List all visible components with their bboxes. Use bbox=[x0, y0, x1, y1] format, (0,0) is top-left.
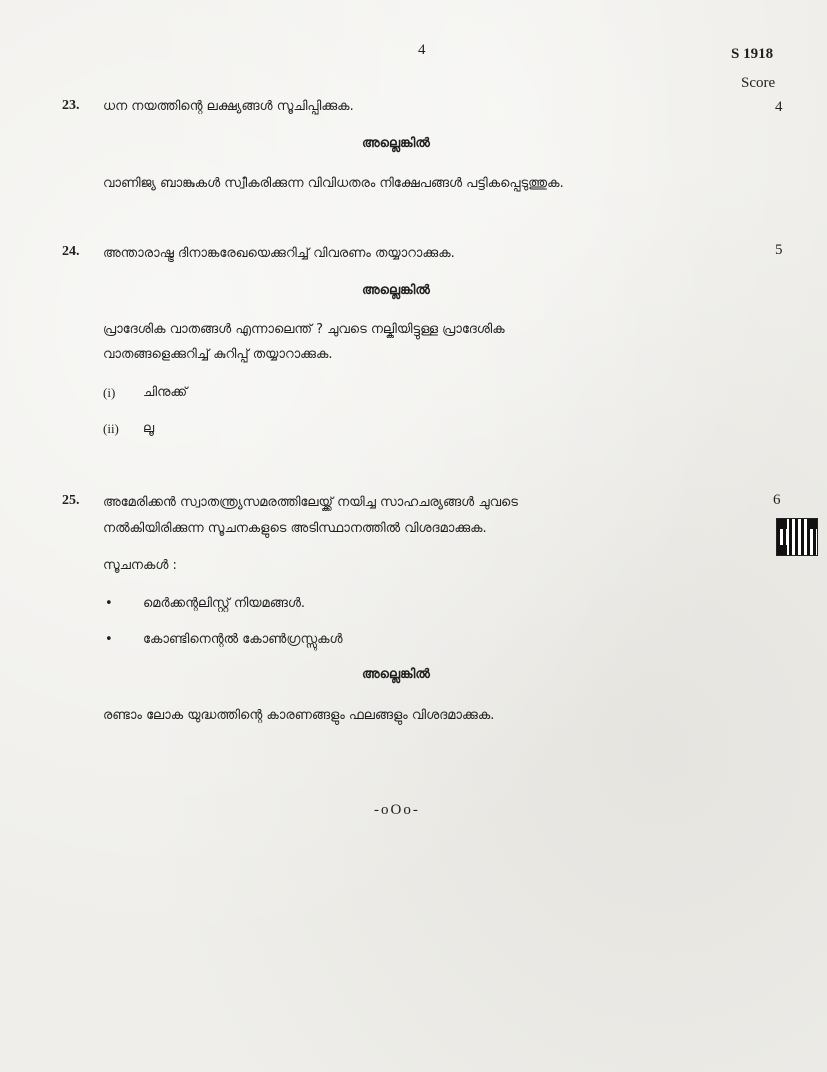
qr-code bbox=[776, 518, 818, 556]
question-25-hint-2: കോണ്ടിനെന്റൽ കോൺഗ്രസ്സുകൾ bbox=[143, 632, 343, 647]
question-24-alt-line-1: പ്രാദേശിക വാതങ്ങൾ എന്നാലെന്ത് ? ചുവടെ നല്കിയിട്ടുള്ള പ്രാദേശിക bbox=[103, 322, 505, 337]
end-mark: -oOo- bbox=[374, 802, 420, 818]
question-25-hints-label: സൂചനകൾ : bbox=[103, 558, 177, 573]
page-number: 4 bbox=[418, 42, 426, 58]
question-23-score: 4 bbox=[775, 99, 783, 115]
question-23-or-label: അല്ലെങ്കിൽ bbox=[362, 136, 430, 151]
question-24-score: 5 bbox=[775, 242, 783, 258]
question-24-number: 24. bbox=[62, 244, 80, 259]
paper-code: S 1918 bbox=[731, 46, 774, 62]
question-25-line-2: നൽകിയിരിക്കുന്ന സൂചനകളുടെ അടിസ്ഥാനത്തിൽ വിശദമാക്കുക. bbox=[103, 521, 487, 536]
question-25-number: 25. bbox=[62, 493, 80, 508]
question-25-or-label: അല്ലെങ്കിൽ bbox=[362, 667, 430, 682]
question-25-line-1: അമേരിക്കൻ സ്വാതന്ത്ര്യസമരത്തിലേയ്ക്ക് നയിച്ച സാഹചര്യങ്ങൾ ചുവടെ bbox=[103, 495, 518, 510]
question-24-or-label: അല്ലെങ്കിൽ bbox=[362, 283, 430, 298]
question-23-alt-text: വാണിജ്യ ബാങ്കുകൾ സ്വീകരിക്കുന്ന വിവിധതരം നിക്ഷേപങ്ങൾ പട്ടികപ്പെടുത്തുക. bbox=[103, 176, 564, 191]
question-24-alt-line-2: വാതങ്ങളെക്കുറിച്ച് കുറിപ്പ് തയ്യാറാക്കുക. bbox=[103, 347, 333, 362]
question-24-sub-2-label: (ii) bbox=[103, 421, 119, 436]
question-24-sub-1-text: ചിനുക്ക് bbox=[143, 385, 188, 400]
question-25-alt-text: രണ്ടാം ലോക യുദ്ധത്തിന്റെ കാരണങ്ങളും ഫലങ്ങളും വിശദമാക്കുക. bbox=[103, 708, 495, 723]
question-24-sub-2-text: ലൂ bbox=[143, 421, 155, 436]
bullet-icon: • bbox=[105, 632, 113, 647]
question-25-score: 6 bbox=[773, 492, 781, 508]
question-23-number: 23. bbox=[62, 98, 80, 113]
score-label: Score bbox=[741, 75, 776, 91]
question-24-text: അന്താരാഷ്ട്ര ദിനാങ്കരേഖയെക്കുറിച്ച് വിവരണം തയ്യാറാക്കുക. bbox=[103, 246, 455, 261]
question-24-sub-1-label: (i) bbox=[103, 385, 116, 400]
question-23-text: ധന നയത്തിന്റെ ലക്ഷ്യങ്ങൾ സൂചിപ്പിക്കുക. bbox=[103, 99, 354, 114]
bullet-icon: • bbox=[105, 596, 113, 611]
question-25-hint-1: മെർക്കന്റലിസ്റ്റ് നിയമങ്ങൾ. bbox=[143, 596, 306, 611]
